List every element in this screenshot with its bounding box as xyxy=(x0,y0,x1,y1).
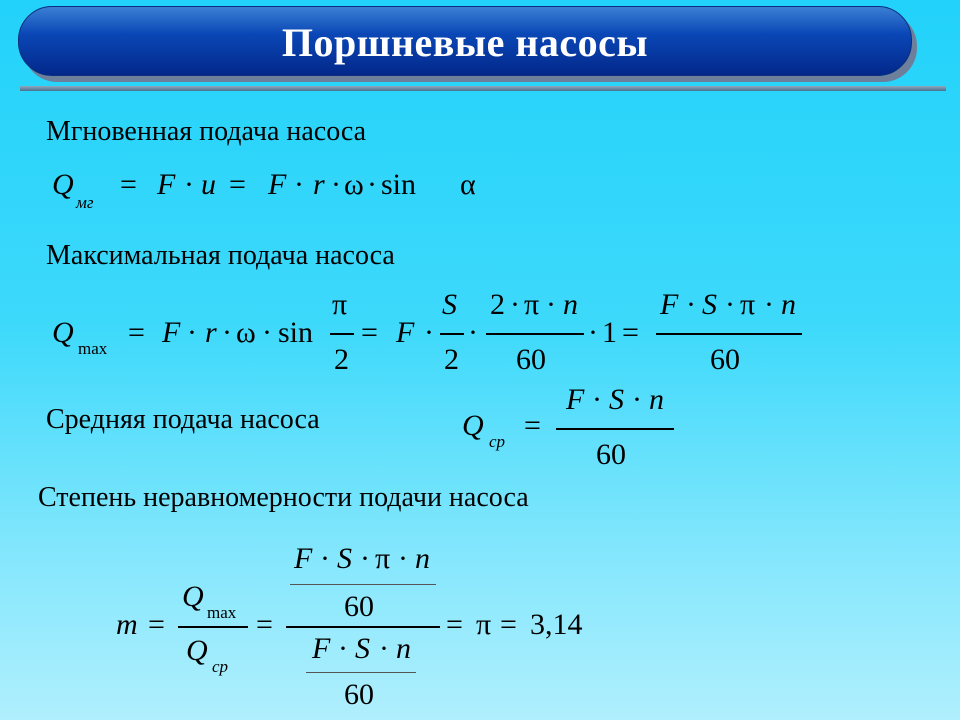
dot-operator: · xyxy=(379,632,389,665)
sin-function: sin xyxy=(381,168,417,201)
n-symbol: n xyxy=(563,288,578,321)
f-symbol: F xyxy=(157,168,176,201)
title-divider xyxy=(20,86,946,91)
pi-symbol: π xyxy=(740,288,756,321)
omega-symbol: ω xyxy=(236,316,256,349)
result-value: 3,14 xyxy=(530,608,583,641)
n-symbol: n xyxy=(649,383,664,416)
fraction-bar xyxy=(486,333,584,335)
s-symbol: S xyxy=(609,383,624,416)
one-factor: 1 xyxy=(602,316,617,349)
f-symbol: F xyxy=(396,316,415,349)
dot-operator: · xyxy=(294,168,304,201)
f-symbol: F xyxy=(312,632,331,665)
equals-sign: = xyxy=(128,316,145,349)
fraction-bar xyxy=(556,428,674,430)
dot-operator: · xyxy=(424,316,434,349)
equals-sign: = xyxy=(446,608,463,641)
dot-operator: · xyxy=(588,316,598,349)
dot-operator: · xyxy=(546,288,556,321)
dot-operator: · xyxy=(360,542,370,575)
omega-symbol: ω xyxy=(344,168,364,201)
fraction-denominator-sixty: 60 xyxy=(344,678,374,711)
f-symbol: F xyxy=(660,288,679,321)
s-symbol: S xyxy=(702,288,717,321)
fraction-numerator-s: S xyxy=(442,288,457,321)
m-symbol: m xyxy=(116,608,138,641)
alpha-symbol: α xyxy=(460,168,476,201)
fraction-bar xyxy=(306,672,416,673)
dot-operator: · xyxy=(725,288,735,321)
equals-sign: = xyxy=(148,608,165,641)
main-fraction-bar xyxy=(286,626,440,628)
fraction-bar xyxy=(330,333,354,335)
dot-operator: · xyxy=(632,383,642,416)
fraction-denominator-sixty: 60 xyxy=(710,343,740,376)
dot-operator: · xyxy=(184,168,194,201)
heading-max-flow: Максимальная подача насоса xyxy=(46,240,395,271)
fraction-denominator-sixty: 60 xyxy=(516,343,546,376)
dot-operator: · xyxy=(222,316,232,349)
f-symbol: F xyxy=(162,316,181,349)
dot-operator: · xyxy=(331,168,341,201)
dot-operator: · xyxy=(468,316,478,349)
dot-operator: · xyxy=(320,542,330,575)
equals-sign: = xyxy=(229,168,246,201)
n-symbol: n xyxy=(396,632,411,665)
f-symbol: F xyxy=(566,383,585,416)
fraction-bar xyxy=(290,584,436,585)
equals-sign: = xyxy=(120,168,137,201)
equals-sign: = xyxy=(256,608,273,641)
heading-unevenness: Степень неравномерности подачи насоса xyxy=(38,482,529,513)
dot-operator: · xyxy=(686,288,696,321)
dot-operator: · xyxy=(398,542,408,575)
q-subscript: ср xyxy=(489,432,506,451)
equals-sign: = xyxy=(500,608,517,641)
r-symbol: r xyxy=(205,316,217,349)
n-symbol: n xyxy=(781,288,796,321)
equals-sign: = xyxy=(524,409,541,442)
q-subscript-sr: ср xyxy=(212,657,229,676)
u-symbol: u xyxy=(201,168,216,201)
dot-operator: · xyxy=(592,383,602,416)
q-subscript: max xyxy=(78,339,108,358)
dot-operator: · xyxy=(367,168,377,201)
numerator-two: 2 xyxy=(490,288,505,321)
title-banner xyxy=(18,6,912,76)
n-symbol: n xyxy=(415,542,430,575)
equals-sign: = xyxy=(361,316,378,349)
dot-operator: · xyxy=(187,316,197,349)
q-subscript-max: max xyxy=(207,603,237,622)
r-symbol: r xyxy=(313,168,325,201)
heading-instant-flow: Мгновенная подача насоса xyxy=(46,116,367,147)
heading-average-flow: Средняя подача насоса xyxy=(46,404,320,435)
equals-sign: = xyxy=(622,316,639,349)
q-symbol: Q xyxy=(52,168,74,201)
pi-symbol: π xyxy=(524,288,540,321)
fraction-denominator-sixty: 60 xyxy=(344,590,374,623)
pi-symbol: π xyxy=(476,608,492,641)
dot-operator: · xyxy=(262,316,272,349)
fraction-bar xyxy=(440,333,464,335)
fraction-numerator-pi: π xyxy=(332,288,348,321)
pi-symbol: π xyxy=(375,542,391,575)
q-subscript: мг xyxy=(76,193,94,212)
sin-function: sin xyxy=(278,316,314,349)
s-symbol: S xyxy=(355,632,370,665)
s-symbol: S xyxy=(337,542,352,575)
fraction-denominator-two: 2 xyxy=(444,343,459,376)
dot-operator: · xyxy=(338,632,348,665)
fraction-denominator-sixty: 60 xyxy=(596,438,626,471)
q-symbol: Q xyxy=(462,409,484,442)
q-symbol: Q xyxy=(182,580,204,613)
f-symbol: F xyxy=(268,168,287,201)
fraction-bar xyxy=(656,333,802,335)
dot-operator: · xyxy=(764,288,774,321)
fraction-denominator-two: 2 xyxy=(334,343,349,376)
dot-operator: · xyxy=(510,288,520,321)
q-symbol: Q xyxy=(186,634,208,667)
page-title: Поршневые насосы xyxy=(281,20,649,65)
f-symbol: F xyxy=(294,542,313,575)
q-symbol: Q xyxy=(52,316,74,349)
fraction-bar xyxy=(178,626,248,628)
